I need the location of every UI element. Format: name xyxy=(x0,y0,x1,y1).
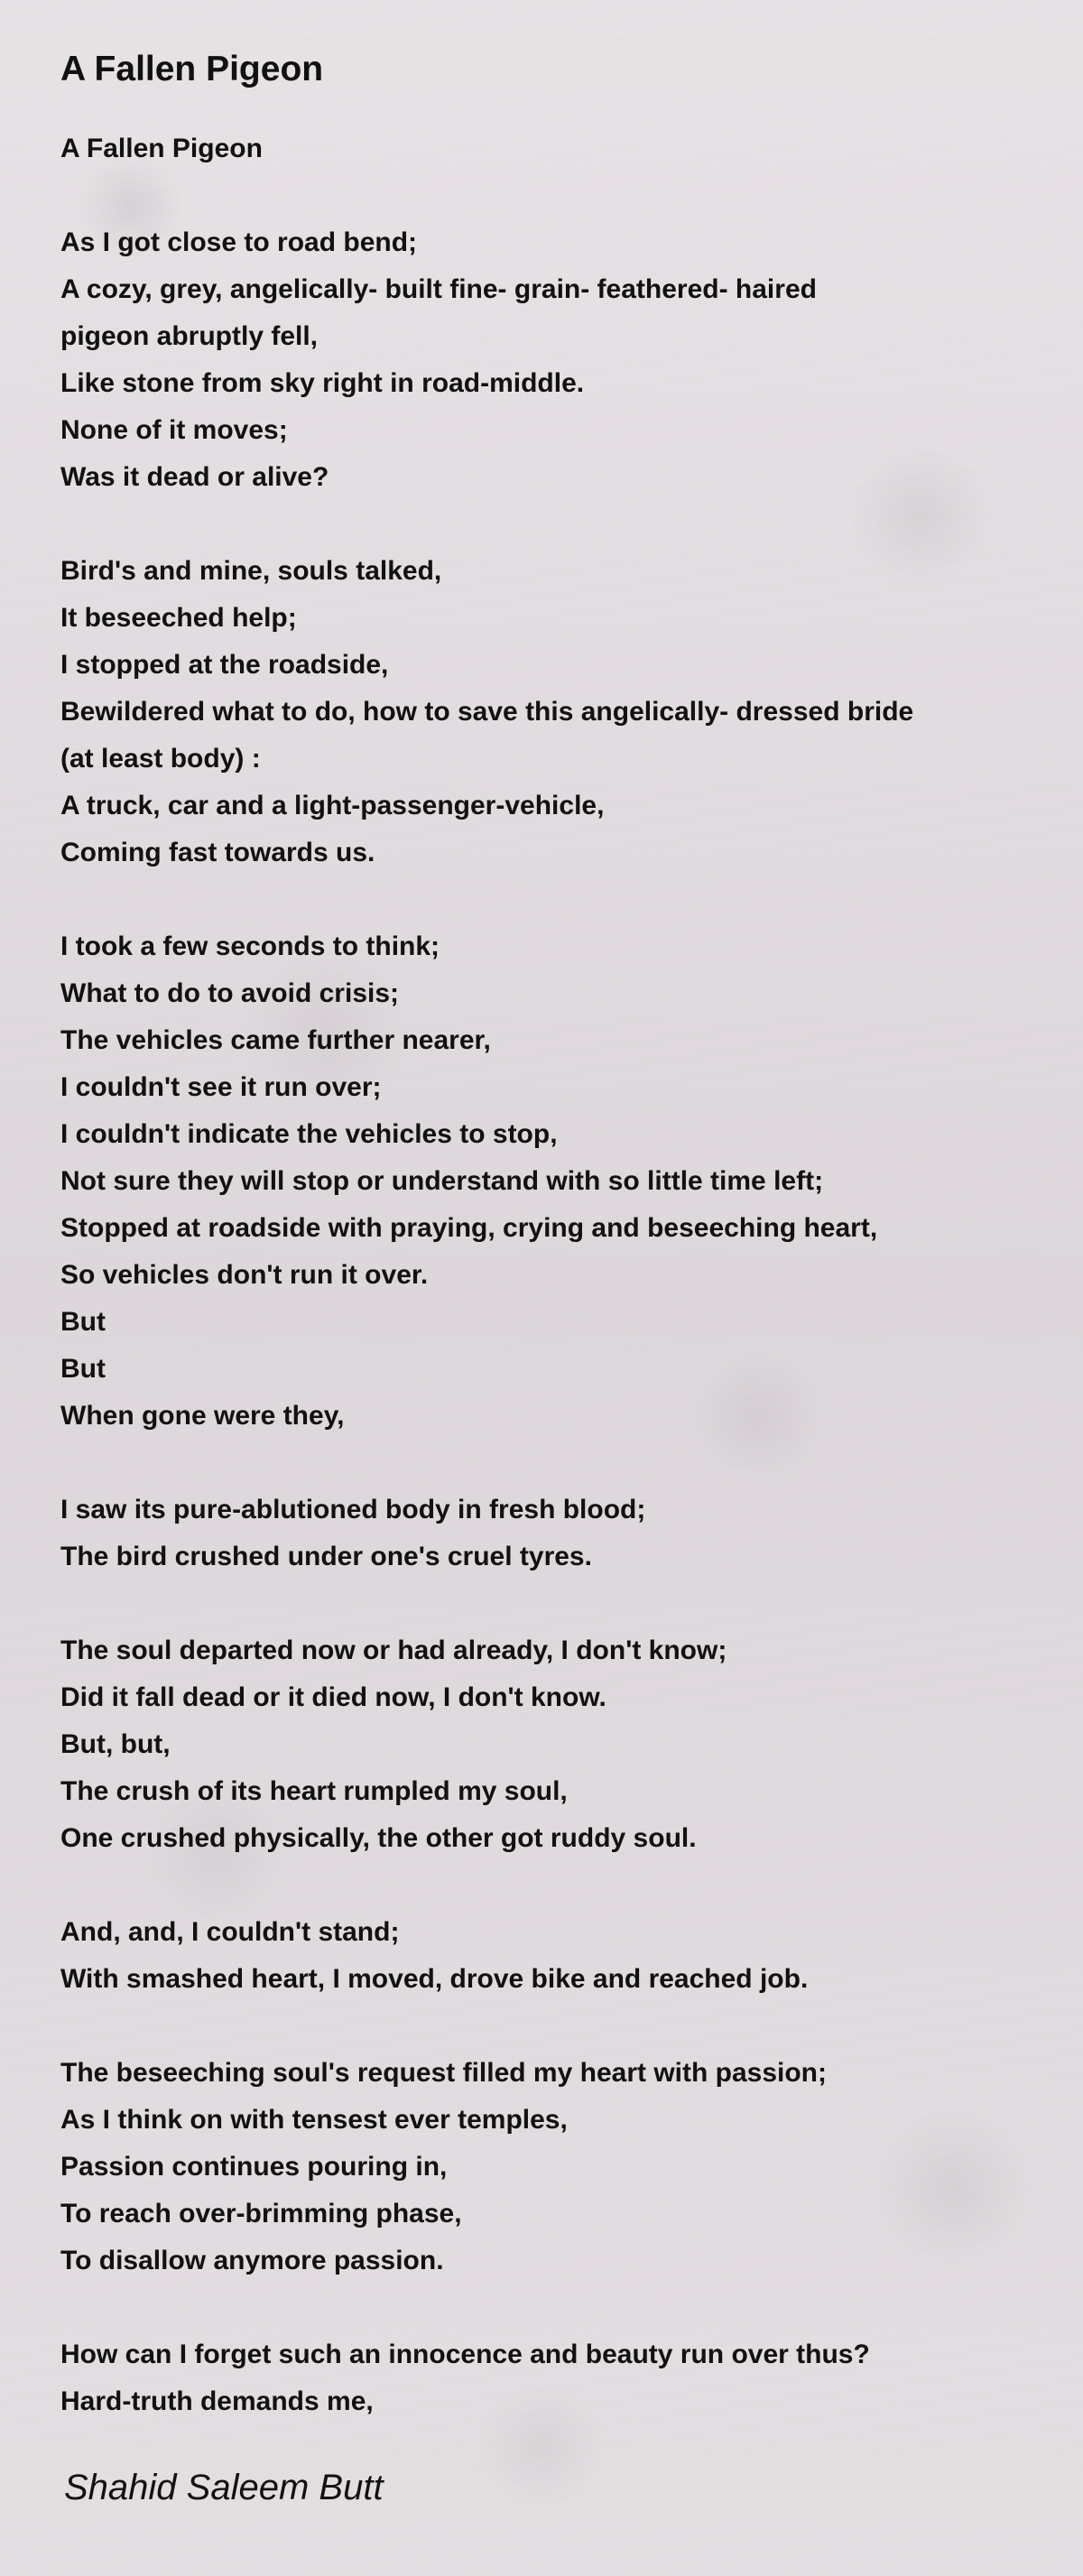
poem-line: So vehicles don't run it over. xyxy=(60,1260,429,1290)
stanza-break xyxy=(60,876,1035,923)
poem-line: Like stone from sky right in road-middle. xyxy=(60,368,585,398)
poem-line: Stopped at roadside with praying, crying and beseeching heart, xyxy=(60,1213,878,1243)
poem-line: One crushed physically, the other got ruddy soul. xyxy=(60,1823,697,1853)
poem-line: A truck, car and a light-passenger-vehicle, xyxy=(60,791,605,820)
poem-line: To reach over-brimming phase, xyxy=(60,2199,462,2229)
poem-line: The vehicles came further nearer, xyxy=(60,1025,491,1055)
stanza-break xyxy=(60,1862,1035,1909)
poem-line: When gone were they, xyxy=(60,1401,345,1431)
poem-line: None of it moves; xyxy=(60,415,288,445)
poem-line: How can I forget such an innocence and beauty run over thus? xyxy=(60,2340,870,2369)
poem-line: (at least body) : xyxy=(60,744,261,774)
poem-line: And, and, I couldn't stand; xyxy=(60,1917,400,1947)
poem-line: I stopped at the roadside, xyxy=(60,650,389,680)
poem-line: Hard-truth demands me, xyxy=(60,2386,374,2416)
poem-line: Passion continues pouring in, xyxy=(60,2152,448,2182)
poem-line: I couldn't see it run over; xyxy=(60,1072,382,1102)
poem-line: But xyxy=(60,1307,106,1337)
poem-line: The crush of its heart rumpled my soul, xyxy=(60,1776,568,1806)
poem-line: Bewildered what to do, how to save this angelically- dressed bride xyxy=(60,697,914,727)
poem-line: As I think on with tensest ever temples, xyxy=(60,2105,568,2135)
poem-line: I saw its pure-ablutioned body in fresh blood; xyxy=(60,1495,646,1524)
poem-title: A Fallen Pigeon xyxy=(60,50,324,88)
poem-line: What to do to avoid crisis; xyxy=(60,978,400,1008)
poem-line: Coming fast towards us. xyxy=(60,838,375,867)
stanza-break xyxy=(60,2284,1035,2331)
stanza-break xyxy=(60,2003,1035,2050)
stanza-break xyxy=(60,1440,1035,1487)
poem-line: With smashed heart, I moved, drove bike and reached job. xyxy=(60,1964,809,1994)
poem-line: I took a few seconds to think; xyxy=(60,931,440,961)
stanza-break xyxy=(60,501,1035,548)
poem-line: A cozy, grey, angelically- built fine- grain- feathered- haired xyxy=(60,274,817,304)
poem-line: The beseeching soul's request filled my heart with passion; xyxy=(60,2058,827,2088)
poem-line: Was it dead or alive? xyxy=(60,462,329,492)
stanza-break xyxy=(60,172,1035,219)
poem-line: But xyxy=(60,1354,106,1384)
poem-body xyxy=(60,125,1035,2425)
poem-line: To disallow anymore passion. xyxy=(60,2246,444,2275)
poem-line: Bird's and mine, souls talked, xyxy=(60,556,442,586)
poem-author: Shahid Saleem Butt xyxy=(64,2468,384,2507)
poem-line: I couldn't indicate the vehicles to stop, xyxy=(60,1119,558,1149)
poem-line: pigeon abruptly fell, xyxy=(60,321,319,351)
poem-line: Not sure they will stop or understand with so little time left; xyxy=(60,1166,824,1196)
stanza-break xyxy=(60,1580,1035,1627)
poem-line: A Fallen Pigeon xyxy=(60,134,263,163)
poem-line: As I got close to road bend; xyxy=(60,227,418,257)
poem-line: But, but, xyxy=(60,1729,171,1759)
poem-line: The soul departed now or had already, I don't know; xyxy=(60,1635,727,1665)
poem-line: The bird crushed under one's cruel tyres. xyxy=(60,1542,592,1571)
poem-line: It beseeched help; xyxy=(60,603,297,633)
poem-page xyxy=(60,45,1035,2512)
poem-line: Did it fall dead or it died now, I don't know. xyxy=(60,1682,606,1712)
